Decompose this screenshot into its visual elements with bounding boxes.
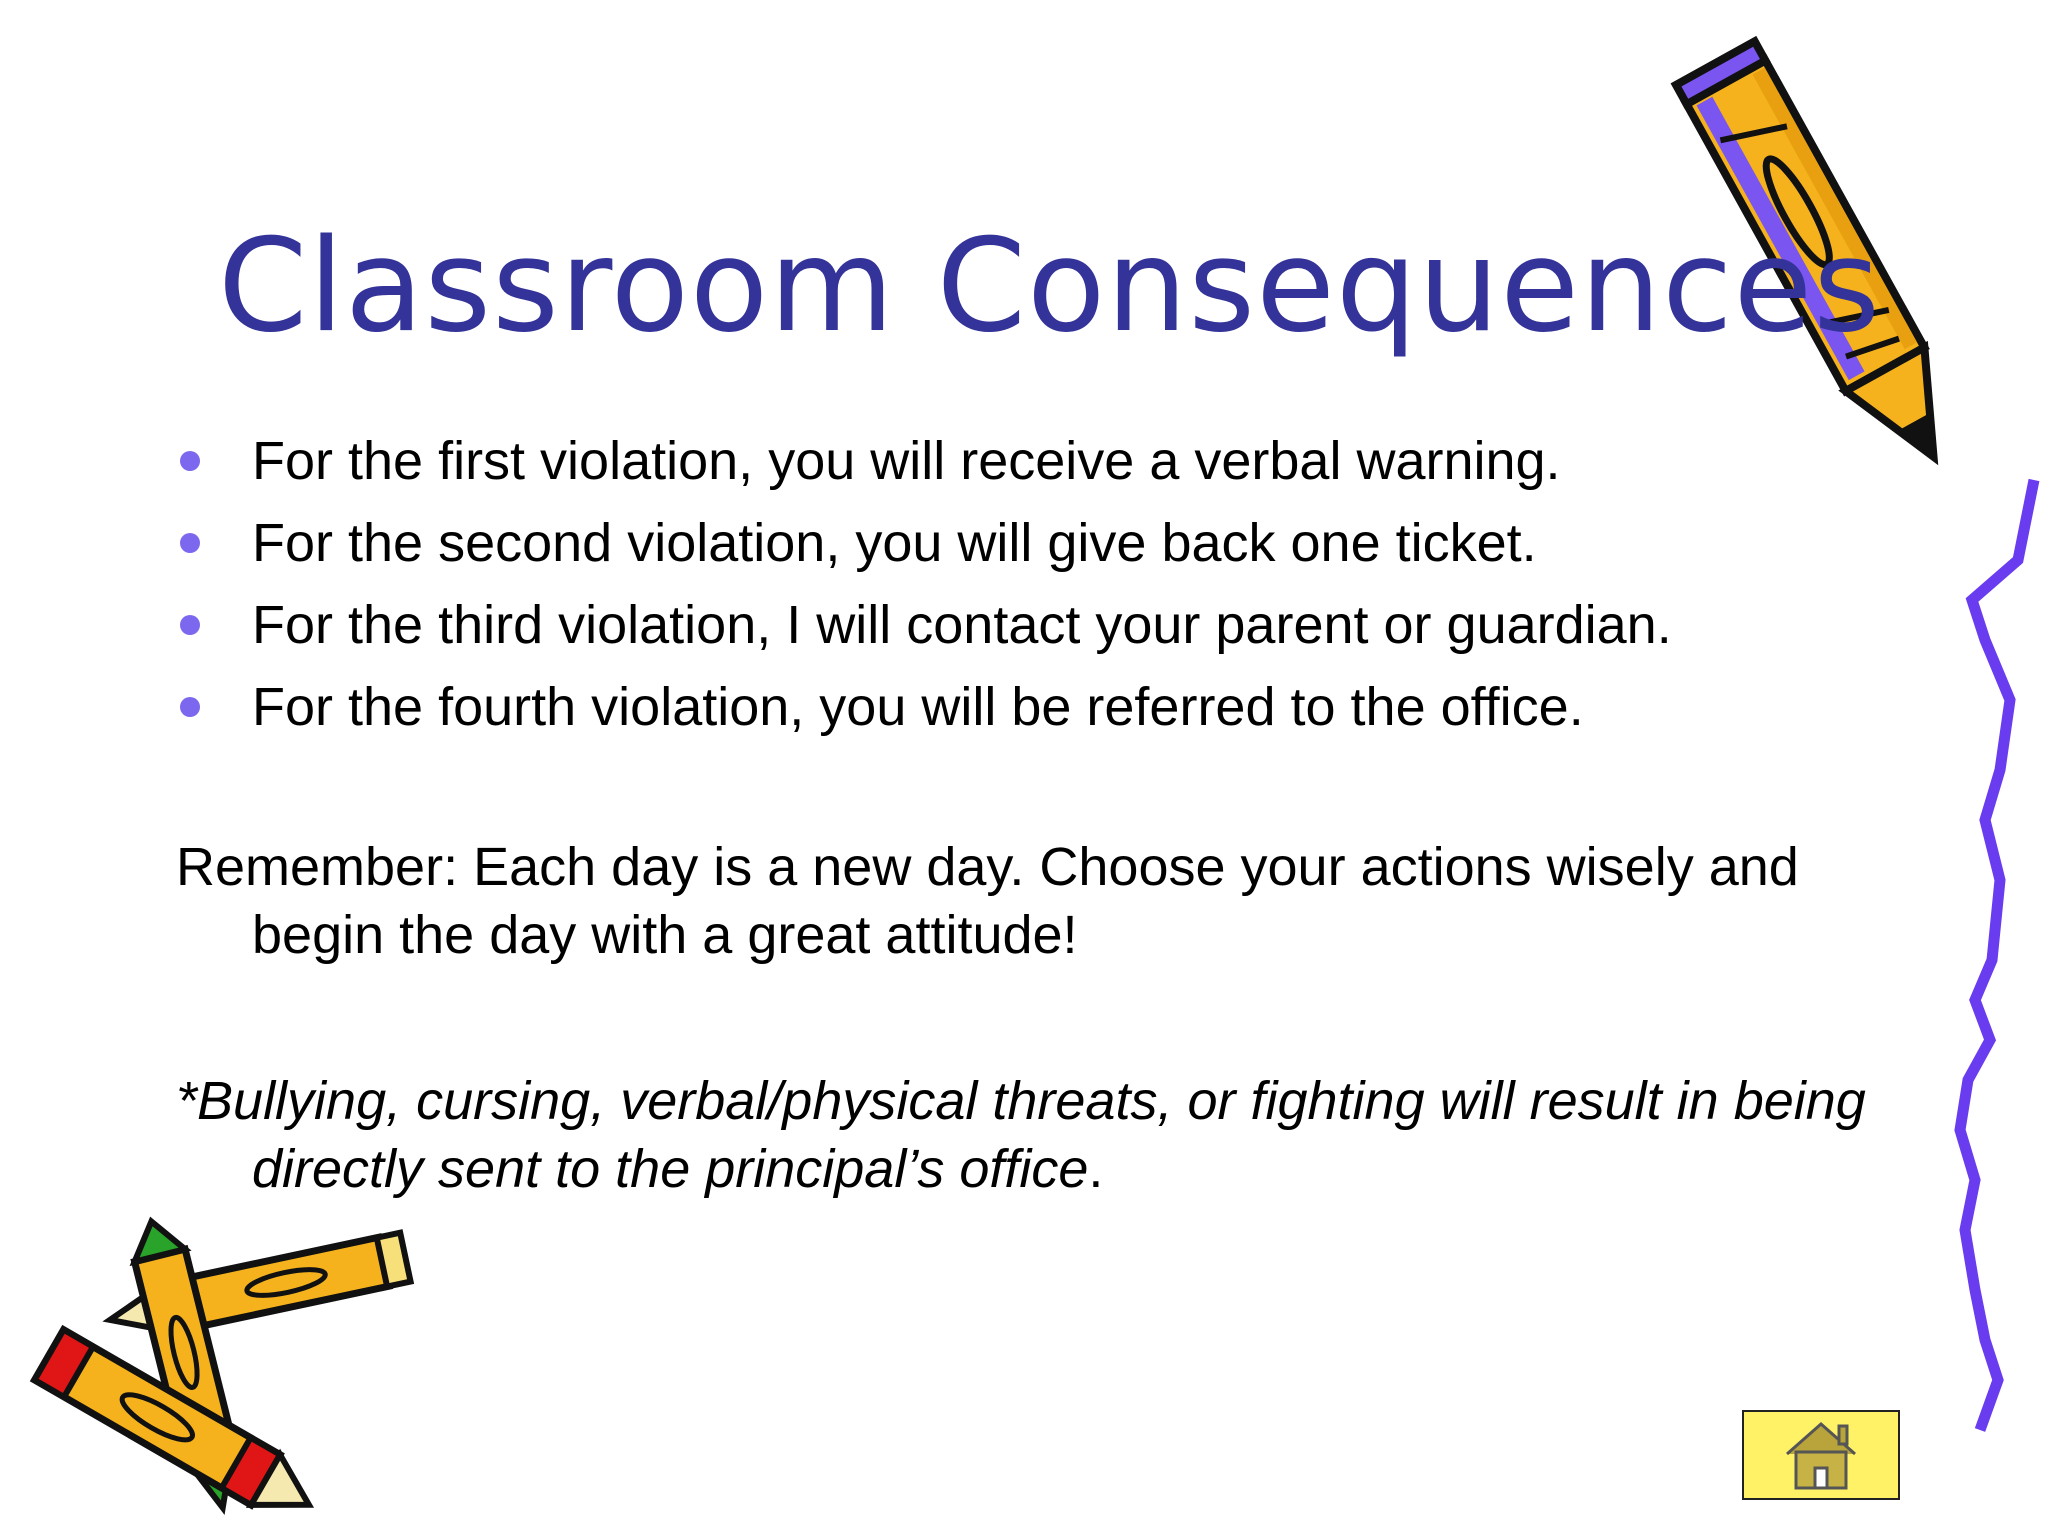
list-item [170, 502, 1672, 584]
bullying-warning [176, 1067, 1932, 1203]
list-item-text: For the second violation, you will give back one ticket. [252, 513, 1537, 573]
home-icon [1781, 1418, 1861, 1492]
bullet-icon [180, 697, 200, 717]
warning-period: . [1088, 1139, 1104, 1199]
home-button[interactable] [1742, 1410, 1900, 1500]
list-item-text: For the third violation, I will contact your parent or guardian. [252, 595, 1672, 655]
list-item [170, 420, 1672, 502]
remember-note: Remember: Each day is a new day. Choose your actions wisely and begin the day with a great attitude! [176, 837, 1799, 965]
list-item [170, 584, 1672, 666]
slide-title: Classroom Consequences [218, 212, 1881, 361]
bullet-icon [180, 615, 200, 635]
list-item [170, 666, 1672, 748]
warning-text: *Bullying, cursing, verbal/physical threats, or fighting will result in being directly sent to the principal’s office [176, 1071, 1866, 1199]
list-item-text: For the first violation, you will receive a verbal warning. [252, 431, 1561, 491]
bullet-icon [180, 451, 200, 471]
bullet-icon [180, 533, 200, 553]
list-item-text: For the fourth violation, you will be referred to the office. [252, 677, 1584, 737]
consequence-list [170, 420, 1672, 748]
